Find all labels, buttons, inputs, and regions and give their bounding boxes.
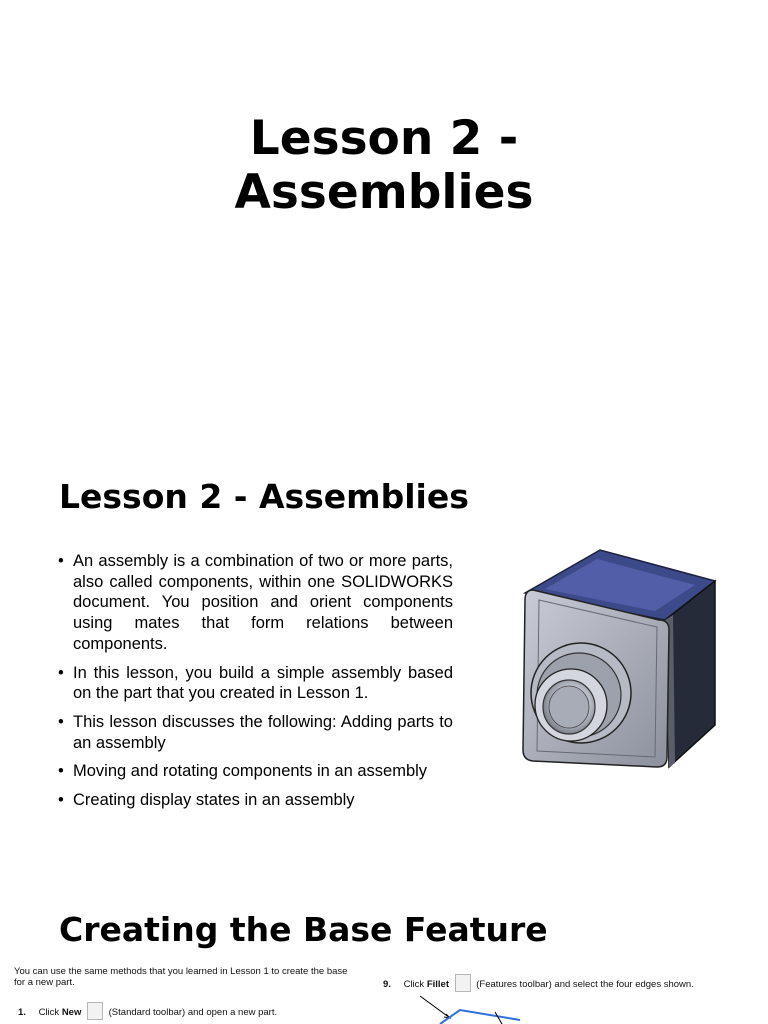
- list-item: [58, 551, 453, 655]
- bullet-icon: •: [58, 791, 64, 810]
- bullet-icon: •: [58, 552, 64, 570]
- list-item: [58, 790, 453, 811]
- step-command: Fillet: [426, 979, 449, 990]
- bullet-text: In this lesson, you build a simple assembly based on the part that you created in Lesson 1.: [73, 663, 453, 703]
- section-heading-base-feature: Creating the Base Feature: [59, 910, 548, 949]
- page-title: [0, 112, 768, 220]
- step-number: 9.: [383, 979, 391, 990]
- step-text: (Standard toolbar) and open a new part.: [108, 1007, 278, 1018]
- bullet-icon: •: [58, 762, 64, 781]
- step-command: New: [61, 1007, 82, 1018]
- step-click: Click: [38, 1007, 60, 1018]
- bullet-icon: •: [58, 712, 64, 731]
- bullet-list: [58, 551, 453, 819]
- bullet-text: Creating display states in an assembly: [73, 791, 355, 810]
- list-item: [58, 663, 453, 704]
- bullet-text: This lesson discusses the following: Adding parts to an assembly: [73, 712, 453, 752]
- bullet-text: Moving and rotating components in an assembly: [73, 762, 428, 781]
- page-title-line1: Lesson 2 -: [249, 111, 519, 166]
- document-icon: [87, 1002, 103, 1020]
- step-text: (Features toolbar) and select the four edges shown.: [476, 979, 694, 990]
- list-item: [58, 761, 453, 782]
- step-click: Click: [403, 979, 425, 990]
- step-9: [383, 974, 694, 992]
- intro-text: You can use the same methods that you learned in Lesson 1 to create the base for a new part.: [14, 966, 348, 988]
- step-number: 1.: [18, 1007, 26, 1018]
- section-heading-lesson: Lesson 2 - Assemblies: [59, 477, 469, 516]
- bullet-icon: •: [58, 663, 64, 682]
- list-item: [58, 712, 453, 753]
- tutorial-snippet: [0, 962, 768, 1024]
- step-1: [18, 1002, 277, 1020]
- bullet-text: An assembly is a combination of two or more parts, also called components, within one SOLIDWORKS document. You position and orient components using mates that form relations between components.: [73, 552, 453, 653]
- assembly-model-image: [515, 545, 720, 770]
- fillet-icon: [455, 974, 471, 992]
- fillet-diagram: [420, 992, 540, 1024]
- page-title-line2: Assemblies: [234, 165, 534, 220]
